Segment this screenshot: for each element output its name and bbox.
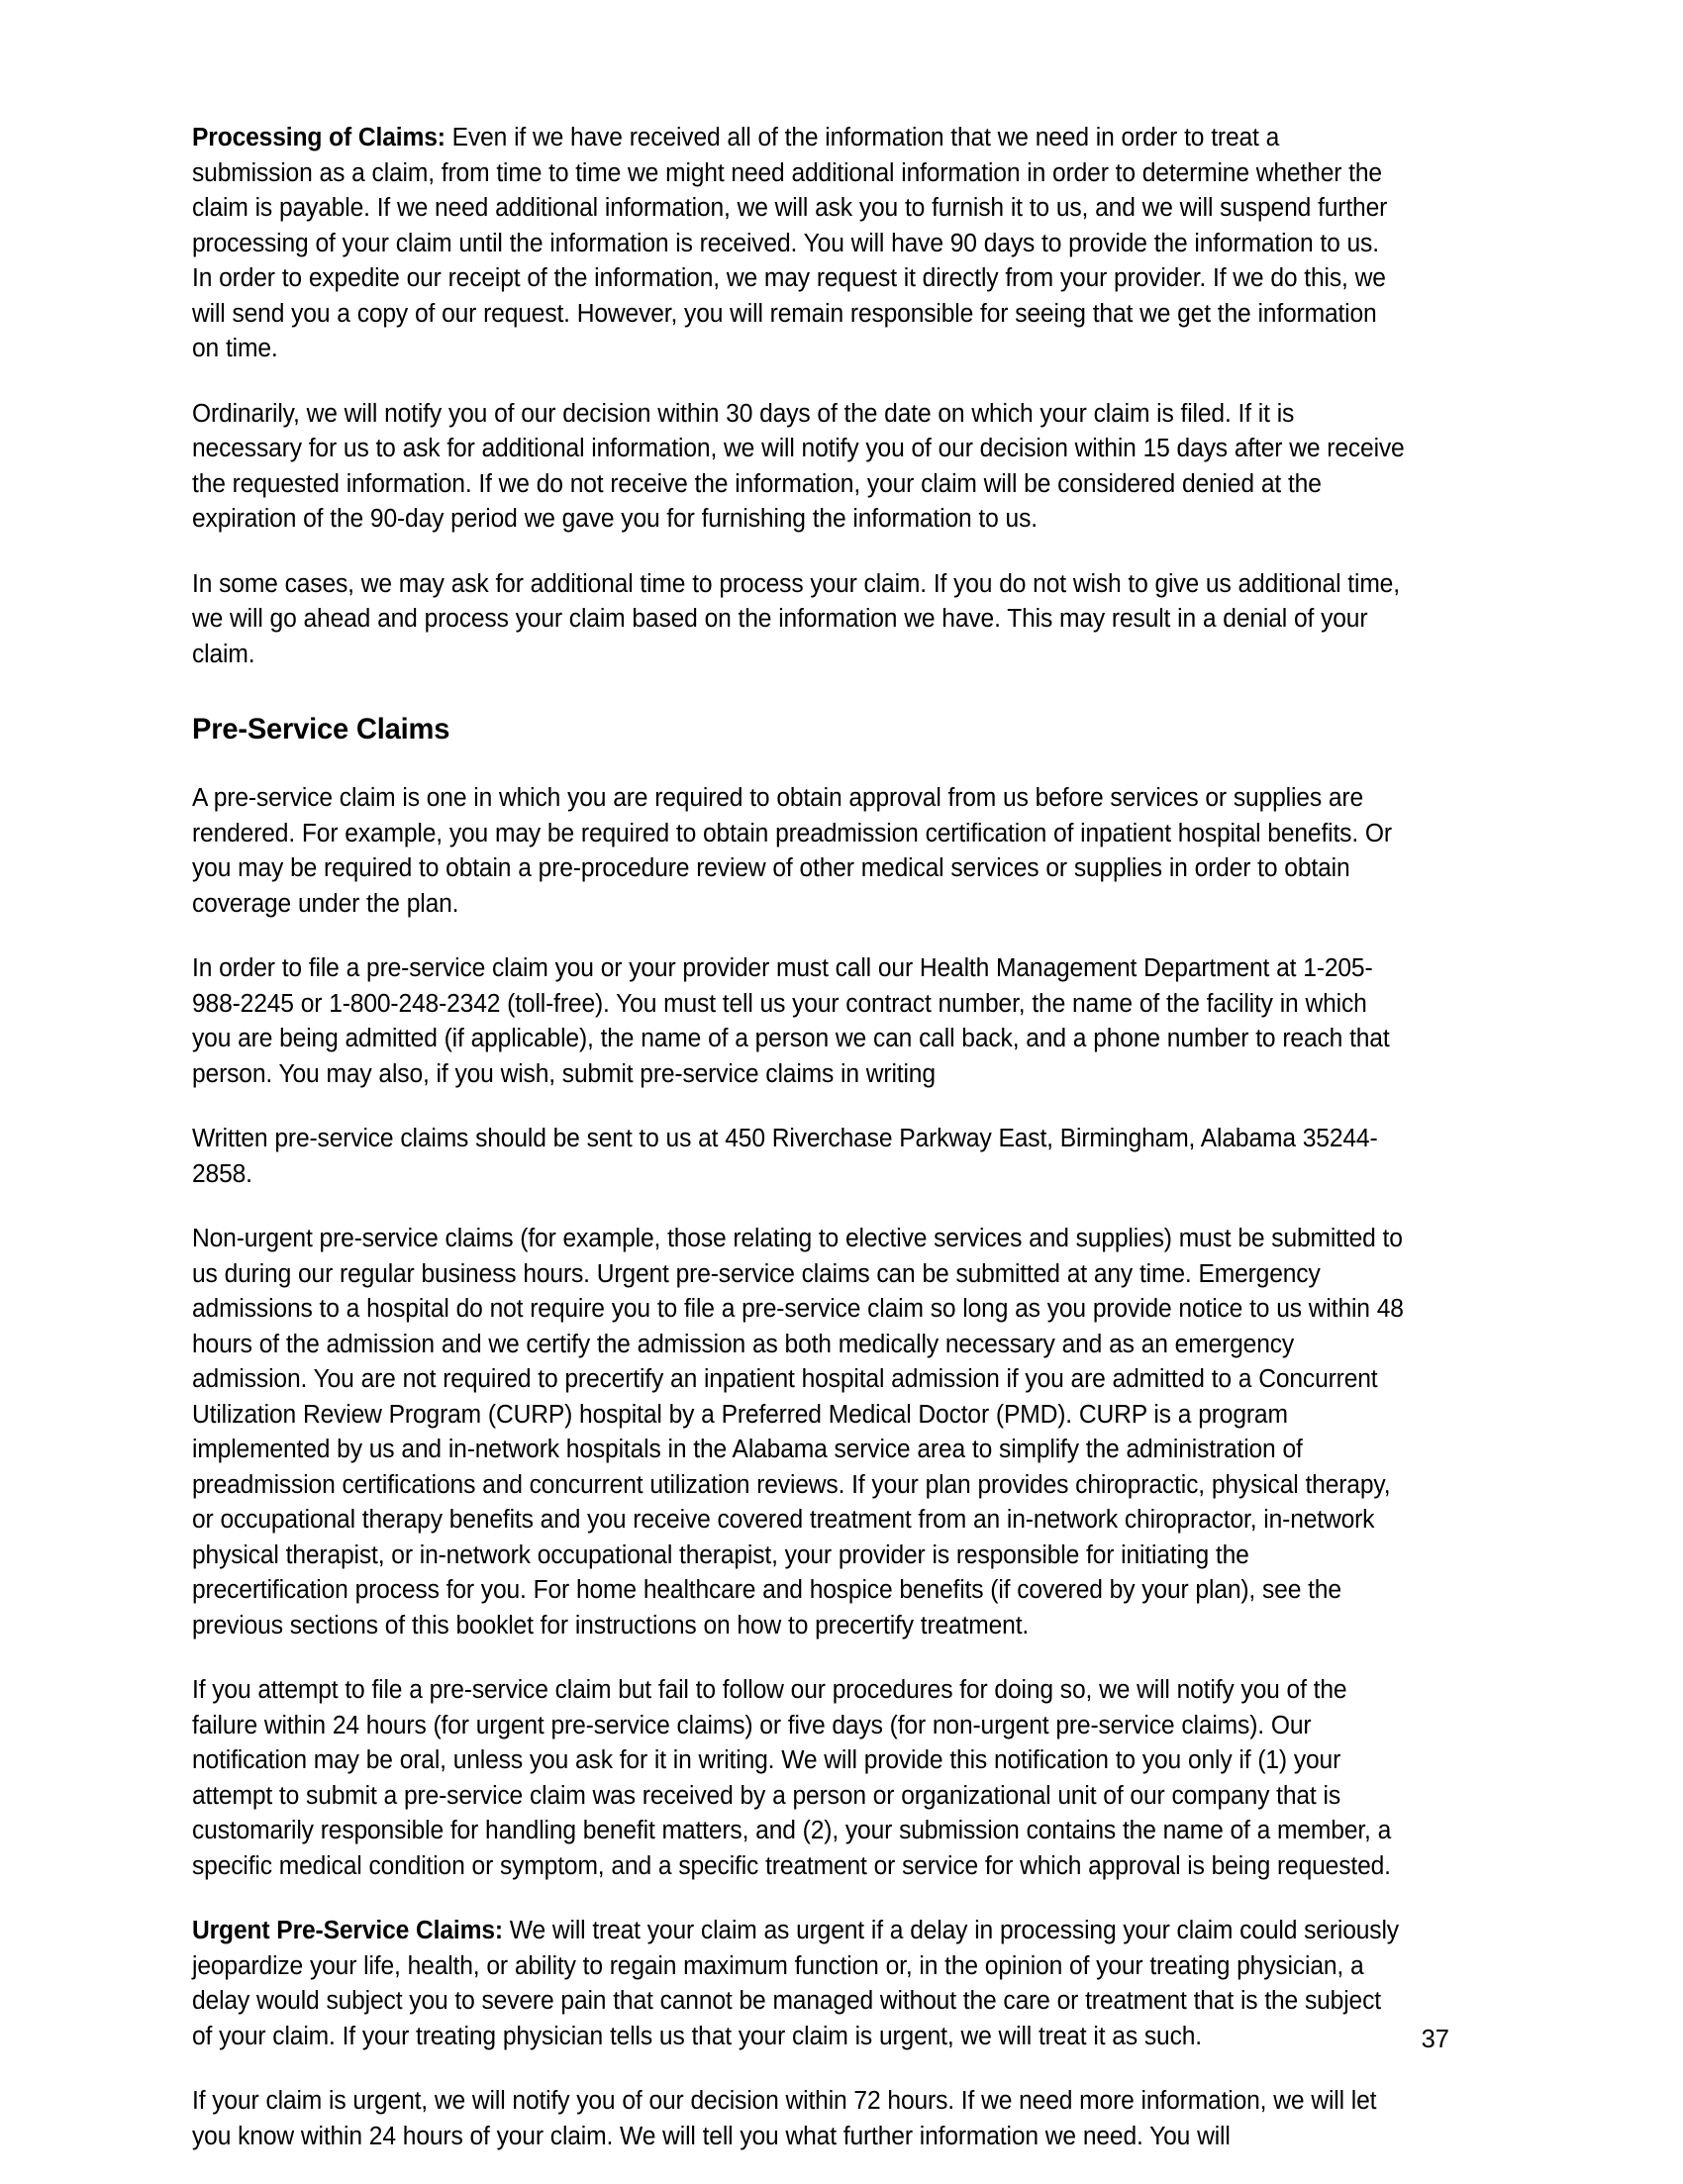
- paragraph-failure-to-follow-procedures: [192, 1673, 1406, 1884]
- section-heading-pre-service-claims: Pre-Service Claims: [192, 713, 450, 745]
- paragraph-body: Written pre-service claims should be sent to us at 450 Riverchase Parkway East, Birmingham, Alabama 35244-2858.: [192, 1125, 1378, 1188]
- paragraph-urgent-notification-timing: [192, 2084, 1406, 2154]
- paragraph-body: We will treat your claim as urgent if a delay in processing your claim could seriously jeopardize your life, health, or ability to regain maximum function or, in the opinion of your treating physician, a delay would subject you to severe pain that cannot be managed without the care or treatment that is the subject of your claim. If your treating physician tells us that your claim is urgent, we will treat it as such.: [192, 1917, 1399, 2050]
- paragraph-body: Even if we have received all of the information that we need in order to treat a submission as a claim, from time to time we might need additional information in order to determine whether the claim is payable. If we need additional information, we will ask you to furnish it to us, and we will suspend further processing of your claim until the information is received. You will have 90 days to provide the information to us. In order to expedite our receipt of the information, we may request it directly from your provider. If we do this, we will send you a copy of our request. However, you will remain responsible for seeing that we get the information on time.: [192, 124, 1388, 362]
- paragraph-body: A pre-service claim is one in which you are required to obtain approval from us before services or supplies are rendered. For example, you may be required to obtain preadmission certification of inpatient hospital benefits. Or you may be required to obtain a pre-procedure review of other medical services or supplies in order to obtain coverage under the plan.: [192, 784, 1392, 918]
- paragraph-ordinarily-notify: [192, 397, 1406, 538]
- paragraph-body: In some cases, we may ask for additional time to process your claim. If you do not wish to give us additional time, we will go ahead and process your claim based on the information we have. This may result in a denial of your claim.: [192, 569, 1400, 668]
- paragraph-body: If you attempt to file a pre-service claim but fail to follow our procedures for doing so, we will notify you of the failure within 24 hours (for urgent pre-service claims) or five days (for non-urgent pre-service claims). Our notification may be oral, unless you ask for it in writing. We will provide this notification to you only if (1) your attempt to submit a pre-service claim was received by a person or organizational unit of our company that is customarily responsible for handling benefit matters, and (2), your submission contains the name of a member, a specific medical condition or symptom, and a specific treatment or service for which approval is being requested.: [192, 1676, 1392, 1880]
- paragraph-lead-in: Urgent Pre-Service Claims:: [192, 1917, 503, 1944]
- paragraph-written-claims-address: [192, 1122, 1406, 1192]
- paragraph-body: Ordinarily, we will notify you of our decision within 30 days of the date on which your claim is filed. If it is necessary for us to ask for additional information, we will notify you of our decision within 15 days after we receive the requested information. If we do not receive the information, your claim will be considered denied at the expiration of the 90-day period we gave you for furnishing the information to us.: [192, 399, 1405, 533]
- paragraph-how-to-file: [192, 951, 1406, 1092]
- page-footer: [192, 2024, 1449, 2063]
- paragraph-lead-in: Processing of Claims:: [192, 124, 446, 151]
- paragraph-additional-time: [192, 567, 1406, 673]
- page-content: [192, 121, 1449, 2184]
- paragraph-pre-service-definition: [192, 781, 1406, 922]
- paragraph-body: In order to file a pre-service claim you or your provider must call our Health Management Department at 1-205-988-2245 or 1-800-248-2342 (toll-free). You must tell us your contract number, the name of the facility in which you are being admitted (if applicable), the name of a person we can call back, and a phone number to reach that person. You may also, if you wish, submit pre-service claims in writing: [192, 954, 1390, 1088]
- paragraph-non-urgent-claims: [192, 1222, 1406, 1643]
- page-number: 37: [1421, 2026, 1449, 2053]
- paragraph-body: Non-urgent pre-service claims (for example, those relating to elective services and supplies) must be submitted to us during our regular business hours. Urgent pre-service claims can be submitted at any time. Emergency admissions to a hospital do not require you to file a pre-service claim so long as you provide notice to us within 48 hours of the admission and we certify the admission as both medically necessary and as an emergency admission. You are not required to precertify an inpatient hospital admission if you are admitted to a Concurrent Utilization Review Program (CURP) hospital by a Preferred Medical Doctor (PMD). CURP is a program implemented by us and in-network hospitals in the Alabama service area to simplify the administration of preadmission certifications and concurrent utilization reviews. If your plan provides chiropractic, physical therapy, or occupational therapy benefits and you receive covered treatment from an in-network chiropractor, in-network physical therapist, or in-network occupational therapist, your provider is responsible for initiating the precertification process for you. For home healthcare and hospice benefits (if covered by your plan), see the previous sections of this booklet for instructions on how to precertify treatment.: [192, 1225, 1404, 1639]
- paragraph-processing-of-claims: [192, 121, 1406, 367]
- paragraph-body: If your claim is urgent, we will notify you of our decision within 72 hours. If we need more information, we will let you know within 24 hours of your claim. We will tell you what further information we need. You will: [192, 2087, 1377, 2150]
